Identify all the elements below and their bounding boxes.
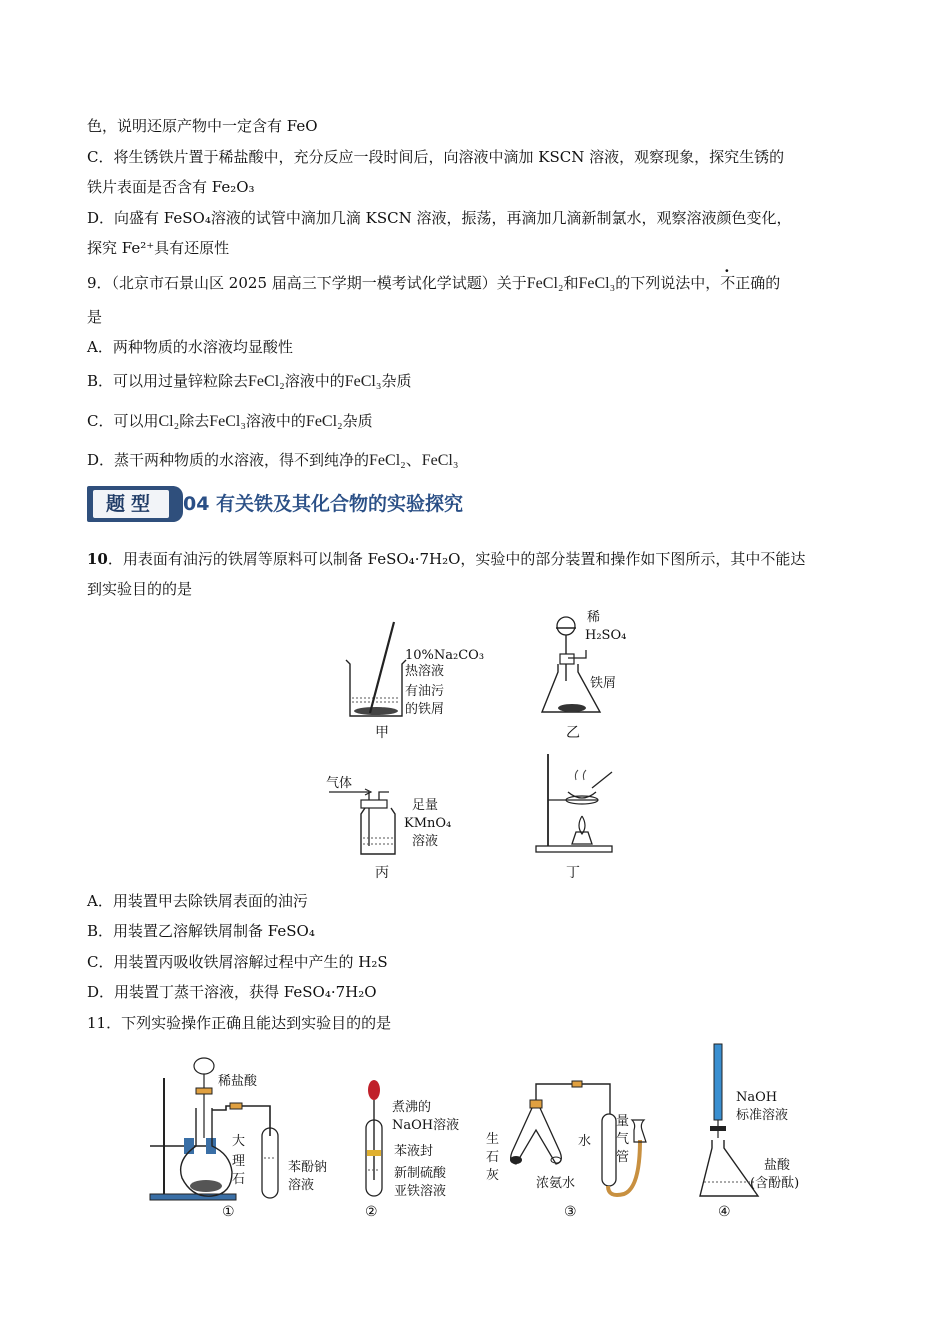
label: 量 bbox=[616, 1114, 630, 1129]
q10-text: ．用表面有油污的铁屑等原料可以制备 FeSO₄·7H₂O，实验中的部分装置和操作如下图所示，其中不能达 bbox=[107, 550, 806, 568]
gas-bottle-apparatus bbox=[325, 786, 405, 858]
label: 10%Na₂CO₃ bbox=[405, 648, 485, 663]
formula: FeCl₂ bbox=[305, 413, 343, 430]
q9-text: 9．（北京市石景山区 2025 届高三下学期一模考试化学试题）关于 bbox=[87, 274, 527, 292]
label: 稀盐酸 bbox=[218, 1074, 258, 1089]
label: 灰 bbox=[486, 1168, 500, 1183]
label: KMnO₄ bbox=[404, 816, 452, 831]
section-tag-label: 题型 bbox=[93, 490, 169, 518]
label: 大 bbox=[232, 1134, 246, 1149]
formula: FeCl₃ bbox=[578, 275, 616, 292]
label: 铁屑 bbox=[590, 676, 617, 691]
text-line: 是 bbox=[87, 308, 103, 326]
label: 亚铁溶液 bbox=[394, 1184, 447, 1199]
option-text: 杂质 bbox=[381, 372, 412, 390]
option-a: A．用装置甲去除铁屑表面的油污 bbox=[87, 892, 308, 910]
label: 的铁屑 bbox=[405, 702, 445, 717]
label: 稀 bbox=[587, 610, 601, 625]
option-b: B．用装置乙溶解铁屑制备 FeSO₄ bbox=[87, 922, 315, 940]
option-d-line: D．向盛有 FeSO₄溶液的试管中滴加几滴 KSCN 溶液，振荡，再滴加几滴新制氯水，观察溶液颜色变化， bbox=[87, 209, 792, 227]
label: 苯酚钠 bbox=[288, 1160, 328, 1175]
option-text: 除去 bbox=[179, 412, 210, 430]
label: NaOH bbox=[736, 1090, 778, 1105]
label: 石 bbox=[486, 1150, 500, 1165]
section-tag-tail bbox=[173, 486, 183, 522]
emphasis-text: 不正确 bbox=[720, 274, 766, 292]
label: 浓氨水 bbox=[536, 1176, 576, 1191]
figure-caption: ① bbox=[222, 1204, 235, 1220]
label: 石 bbox=[232, 1172, 246, 1187]
figure-caption: 丙 bbox=[375, 865, 389, 881]
option-d bbox=[87, 449, 458, 472]
q9-text: 和 bbox=[563, 274, 579, 292]
figure-caption: 乙 bbox=[566, 725, 580, 741]
option-b bbox=[87, 370, 411, 393]
q9-text: 的 bbox=[765, 274, 781, 292]
section-title: 04 有关铁及其化合物的实验探究 bbox=[183, 493, 464, 515]
formula: FeCl₂ bbox=[248, 373, 285, 390]
label: 足量 bbox=[412, 798, 439, 813]
option-text: C．可以用 bbox=[87, 412, 159, 430]
text-line: 色，说明还原产物中一定含有 FeO bbox=[87, 117, 318, 135]
label: 气体 bbox=[326, 776, 353, 791]
formula: FeCl₃ bbox=[344, 373, 382, 390]
text-line: 到实验目的的是 bbox=[87, 580, 193, 598]
label: H₂SO₄ bbox=[585, 628, 627, 643]
figure-caption: ③ bbox=[564, 1204, 577, 1220]
label: 气 bbox=[616, 1132, 630, 1147]
beaker-apparatus bbox=[340, 620, 410, 720]
label: 溶液 bbox=[288, 1178, 315, 1193]
label: 新制硫酸 bbox=[394, 1166, 447, 1181]
question-9-stem bbox=[87, 272, 780, 295]
option-text: D．蒸干两种物质的水溶液，得不到纯净的 bbox=[87, 451, 370, 469]
option-text: 溶液中的 bbox=[284, 372, 345, 390]
section-tag bbox=[87, 486, 175, 522]
option-d: D．用装置丁蒸干溶液，获得 FeSO₄·7H₂O bbox=[87, 983, 377, 1001]
formula: FeCl₂ bbox=[526, 275, 564, 292]
label: 热溶液 bbox=[405, 664, 445, 679]
label: 有油污 bbox=[405, 684, 445, 699]
text-line: 铁片表面是否含有 Fe₂O₃ bbox=[87, 178, 255, 196]
apparatus-2 bbox=[360, 1080, 390, 1200]
option-text: B．可以用过量锌粒除去 bbox=[87, 372, 249, 390]
label: (含酚酞) bbox=[750, 1176, 800, 1191]
question-number: 10 bbox=[87, 550, 108, 568]
section-banner bbox=[87, 486, 867, 522]
formula: FeCl₂、FeCl₃ bbox=[369, 452, 459, 469]
option-c: C．用装置丙吸收铁屑溶解过程中产生的 H₂S bbox=[87, 953, 388, 971]
label: 煮沸的 bbox=[392, 1100, 432, 1115]
question-10-stem bbox=[87, 548, 805, 570]
formula: Cl₂ bbox=[158, 413, 180, 430]
question-11-stem: 11．下列实验操作正确且能达到实验目的的是 bbox=[87, 1014, 392, 1032]
option-c bbox=[87, 410, 373, 433]
label: 标准溶液 bbox=[736, 1108, 789, 1123]
figure-caption: ④ bbox=[718, 1204, 731, 1220]
label: 管 bbox=[616, 1150, 630, 1165]
option-text: 杂质 bbox=[342, 412, 373, 430]
label: 盐酸 bbox=[764, 1158, 791, 1173]
option-text: 溶液中的 bbox=[245, 412, 306, 430]
label: 理 bbox=[232, 1154, 246, 1169]
q9-text: 的下列说法中， bbox=[615, 274, 721, 292]
text-line: 探究 Fe²⁺具有还原性 bbox=[87, 239, 230, 257]
figure-caption: 丁 bbox=[566, 865, 580, 881]
label: 溶液 bbox=[412, 834, 439, 849]
label: 水 bbox=[578, 1134, 592, 1149]
evaporation-apparatus bbox=[532, 752, 616, 856]
figure-caption: 甲 bbox=[375, 725, 389, 741]
option-c-line: C．将生锈铁片置于稀盐酸中，充分反应一段时间后，向溶液中滴加 KSCN 溶液，观察现象，探究生锈的 bbox=[87, 148, 785, 166]
label: NaOH溶液 bbox=[392, 1118, 460, 1133]
option-a: A．两种物质的水溶液均显酸性 bbox=[87, 338, 293, 356]
label: 苯液封 bbox=[394, 1144, 434, 1159]
label: 生 bbox=[486, 1132, 500, 1147]
formula: FeCl₃ bbox=[209, 413, 246, 430]
figure-caption: ② bbox=[365, 1204, 378, 1220]
